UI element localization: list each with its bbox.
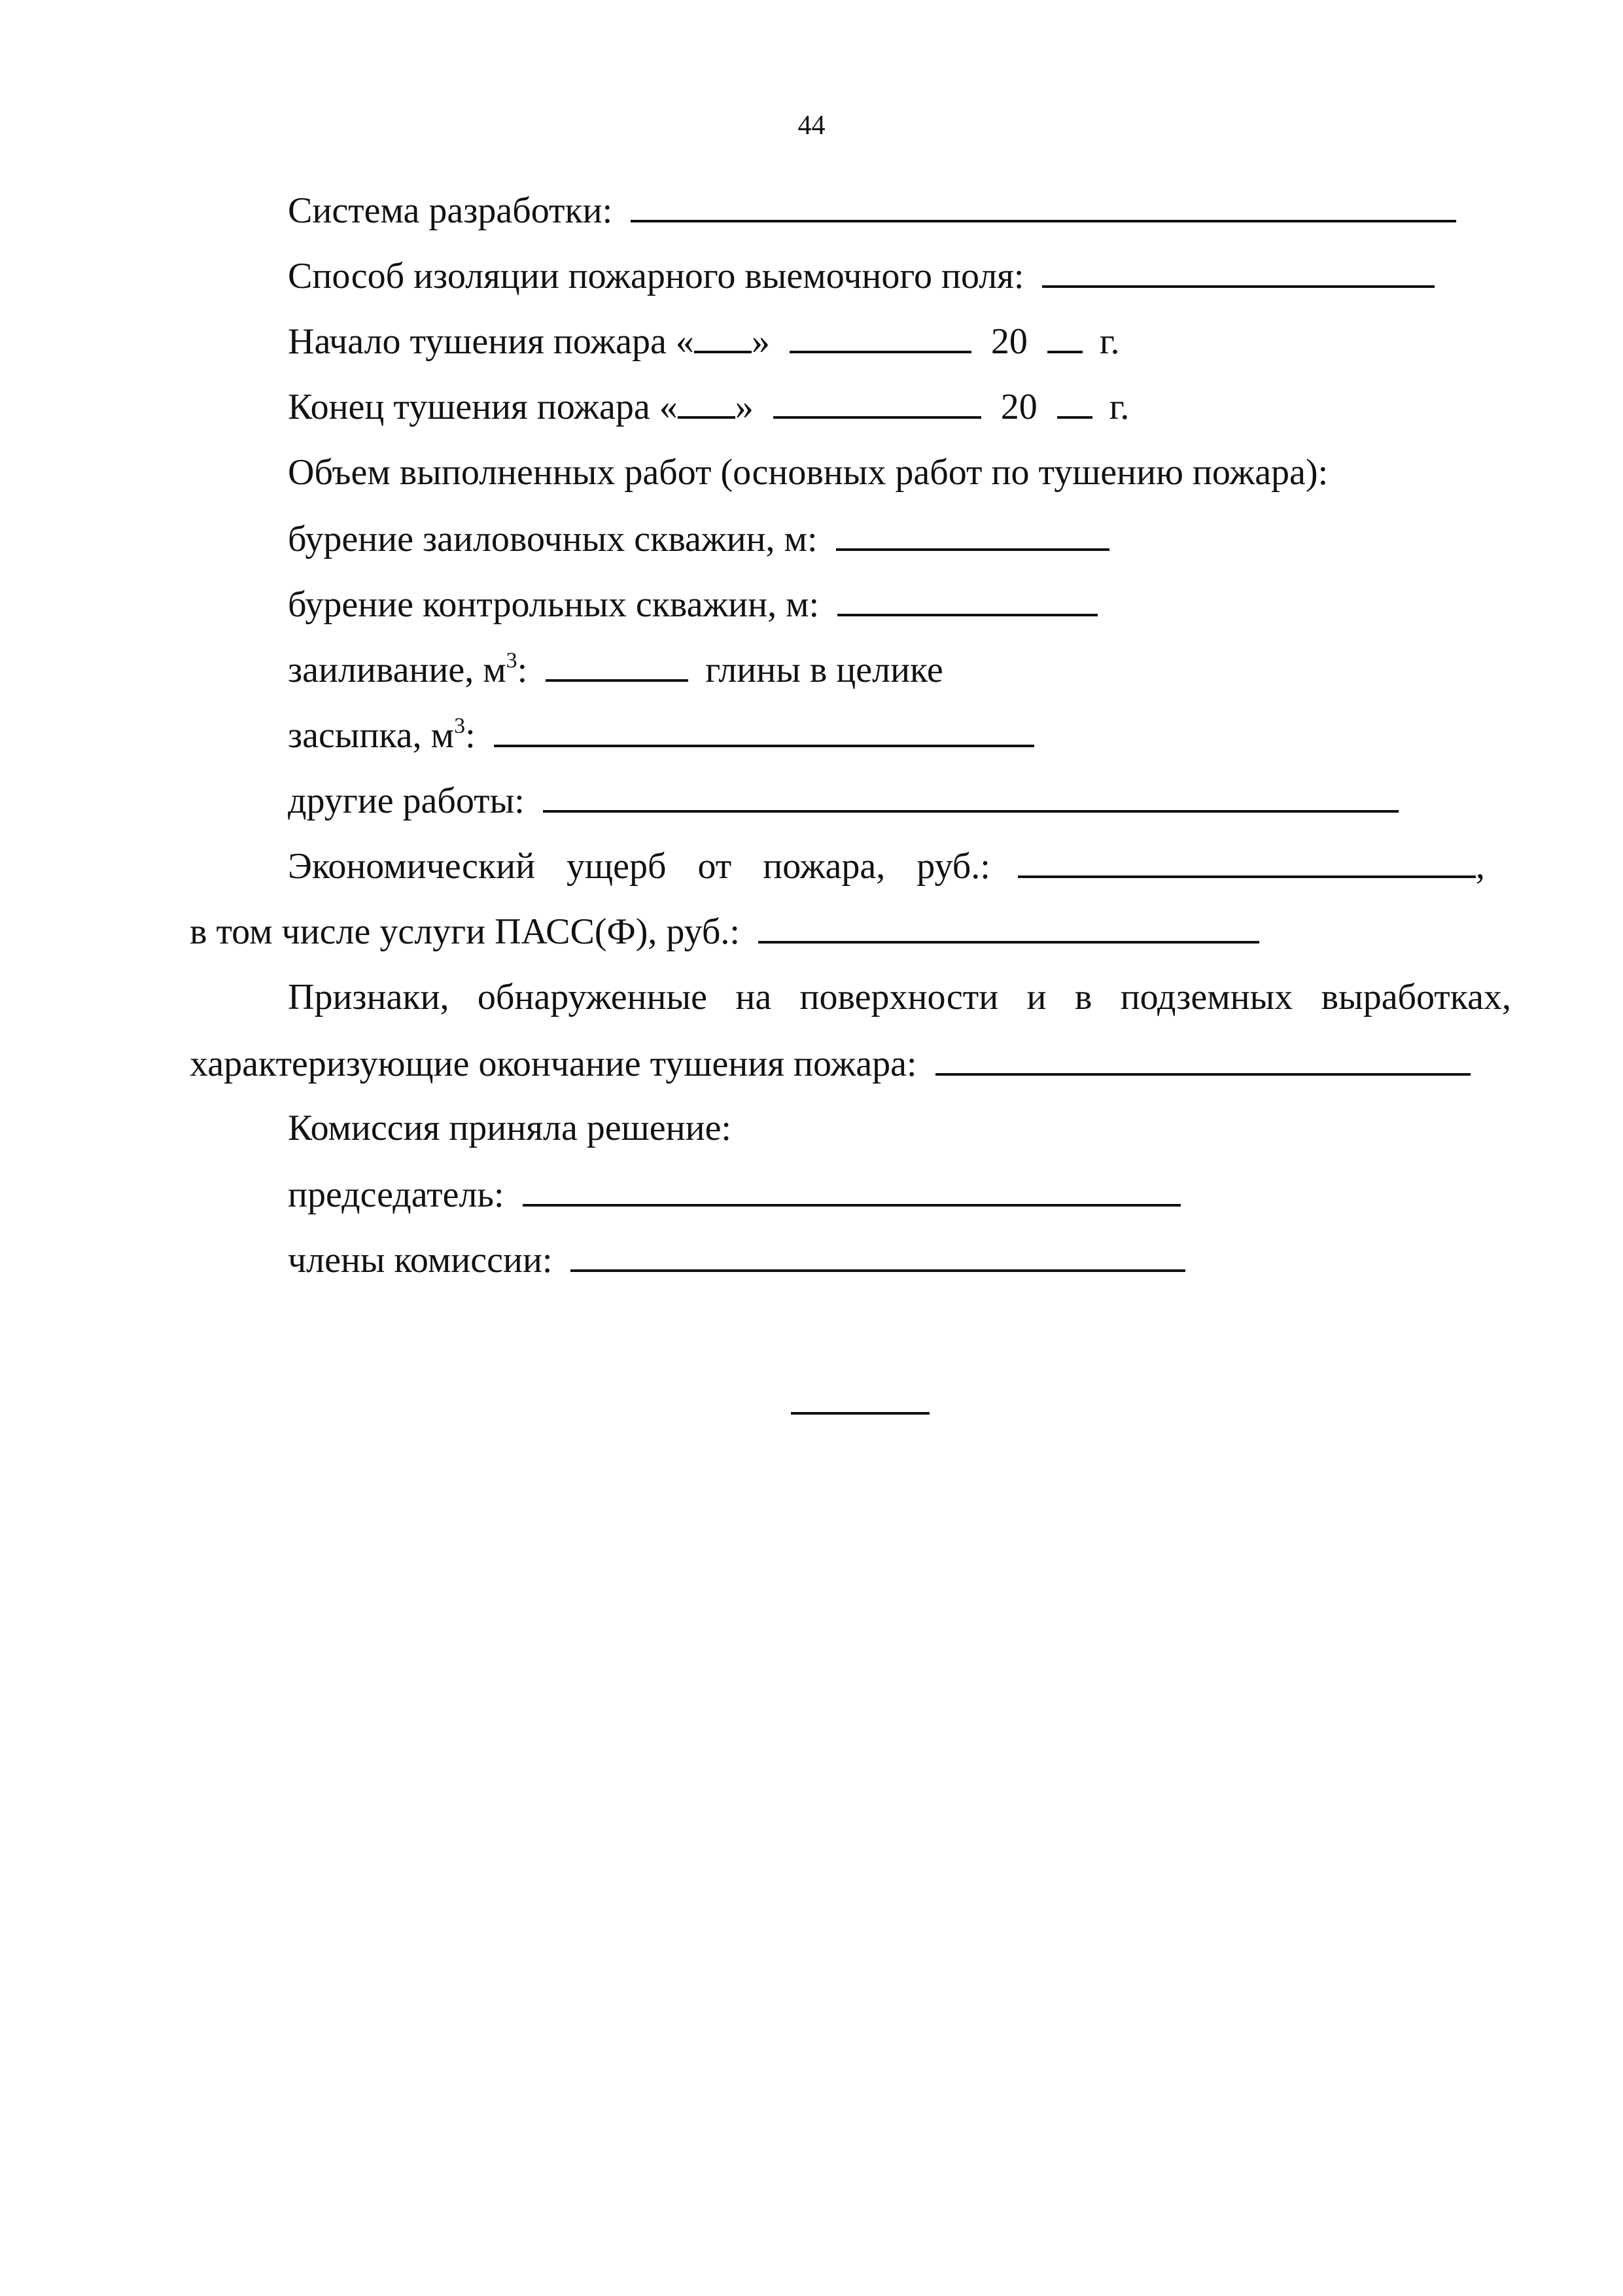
page-number: 44: [797, 111, 826, 141]
members-field[interactable]: [570, 1238, 1185, 1272]
pass-field[interactable]: [758, 910, 1259, 944]
commission-decision: Комиссия приняла решение:: [288, 1108, 731, 1148]
silting-superscript: 3: [506, 648, 517, 673]
backfill-colon: :: [465, 715, 476, 756]
damage-line: [288, 844, 1485, 887]
start-date-line: [288, 319, 1120, 362]
isolation-label: Способ изоляции пожарного выемочного поля:: [288, 256, 1024, 296]
isolation-line: [288, 254, 1435, 297]
start-day-field[interactable]: [694, 319, 752, 353]
start-quote-close: »: [751, 321, 770, 362]
other-works-line: [288, 779, 1399, 822]
members-label: члены комиссии:: [288, 1240, 553, 1280]
end-divider: [791, 1412, 930, 1415]
chairman-label: председатель:: [288, 1174, 504, 1215]
end-year-prefix: 20: [1000, 387, 1038, 427]
end-quote-close: »: [735, 387, 754, 427]
backfill-field[interactable]: [494, 713, 1034, 747]
silting-label: заиливание, м: [288, 650, 506, 690]
silting-field[interactable]: [546, 648, 688, 682]
other-works-label: другие работы:: [288, 781, 525, 821]
members-line: [288, 1238, 1185, 1281]
chairman-field[interactable]: [523, 1173, 1181, 1207]
backfill-superscript: 3: [454, 714, 466, 738]
system-field[interactable]: [631, 188, 1456, 222]
system-label: Система разработки:: [288, 190, 613, 231]
drilling-silt-label: бурение заиловочных скважин, м:: [288, 519, 818, 559]
end-label: Конец тушения пожара «: [288, 387, 678, 427]
damage-label: Экономический ущерб от пожара, руб.:: [288, 846, 990, 887]
end-year-suffix: г.: [1109, 387, 1130, 427]
silting-after: глины в целике: [705, 650, 943, 690]
signs-label: характеризующие окончание тушения пожара:: [190, 1044, 917, 1084]
start-year-suffix: г.: [1099, 321, 1120, 362]
drilling-control-line: [288, 582, 1098, 626]
system-line: [288, 188, 1456, 232]
end-date-line: [288, 385, 1129, 428]
other-works-field[interactable]: [543, 779, 1399, 813]
drilling-silt-line: [288, 517, 1109, 560]
backfill-line: [288, 713, 1034, 756]
start-year-field[interactable]: [1047, 319, 1083, 353]
volume-heading: Объем выполненных работ (основных работ по тушению пожара):: [288, 452, 1329, 493]
pass-label: в том числе услуги ПАСС(Ф), руб.:: [190, 911, 740, 952]
start-year-prefix: 20: [990, 321, 1028, 362]
pass-line: [190, 910, 1259, 953]
start-month-field[interactable]: [790, 319, 971, 353]
isolation-field[interactable]: [1042, 254, 1435, 288]
drilling-control-field[interactable]: [837, 582, 1098, 616]
damage-field[interactable]: [1018, 844, 1476, 878]
silting-colon: :: [517, 650, 528, 690]
silting-line: [288, 648, 943, 691]
end-month-field[interactable]: [773, 385, 981, 419]
chairman-line: [288, 1173, 1181, 1216]
start-label: Начало тушения пожара «: [288, 321, 694, 362]
drilling-silt-field[interactable]: [836, 517, 1109, 551]
damage-comma: ,: [1475, 846, 1485, 887]
signs-line-2: [190, 1042, 1471, 1085]
drilling-control-label: бурение контрольных скважин, м:: [288, 584, 820, 625]
end-year-field[interactable]: [1057, 385, 1092, 419]
signs-field[interactable]: [935, 1042, 1471, 1076]
backfill-label: засыпка, м: [288, 715, 455, 756]
signs-line-1: Признаки, обнаруженные на поверхности и в подземных выработках,: [288, 977, 1511, 1017]
end-day-field[interactable]: [678, 385, 735, 419]
